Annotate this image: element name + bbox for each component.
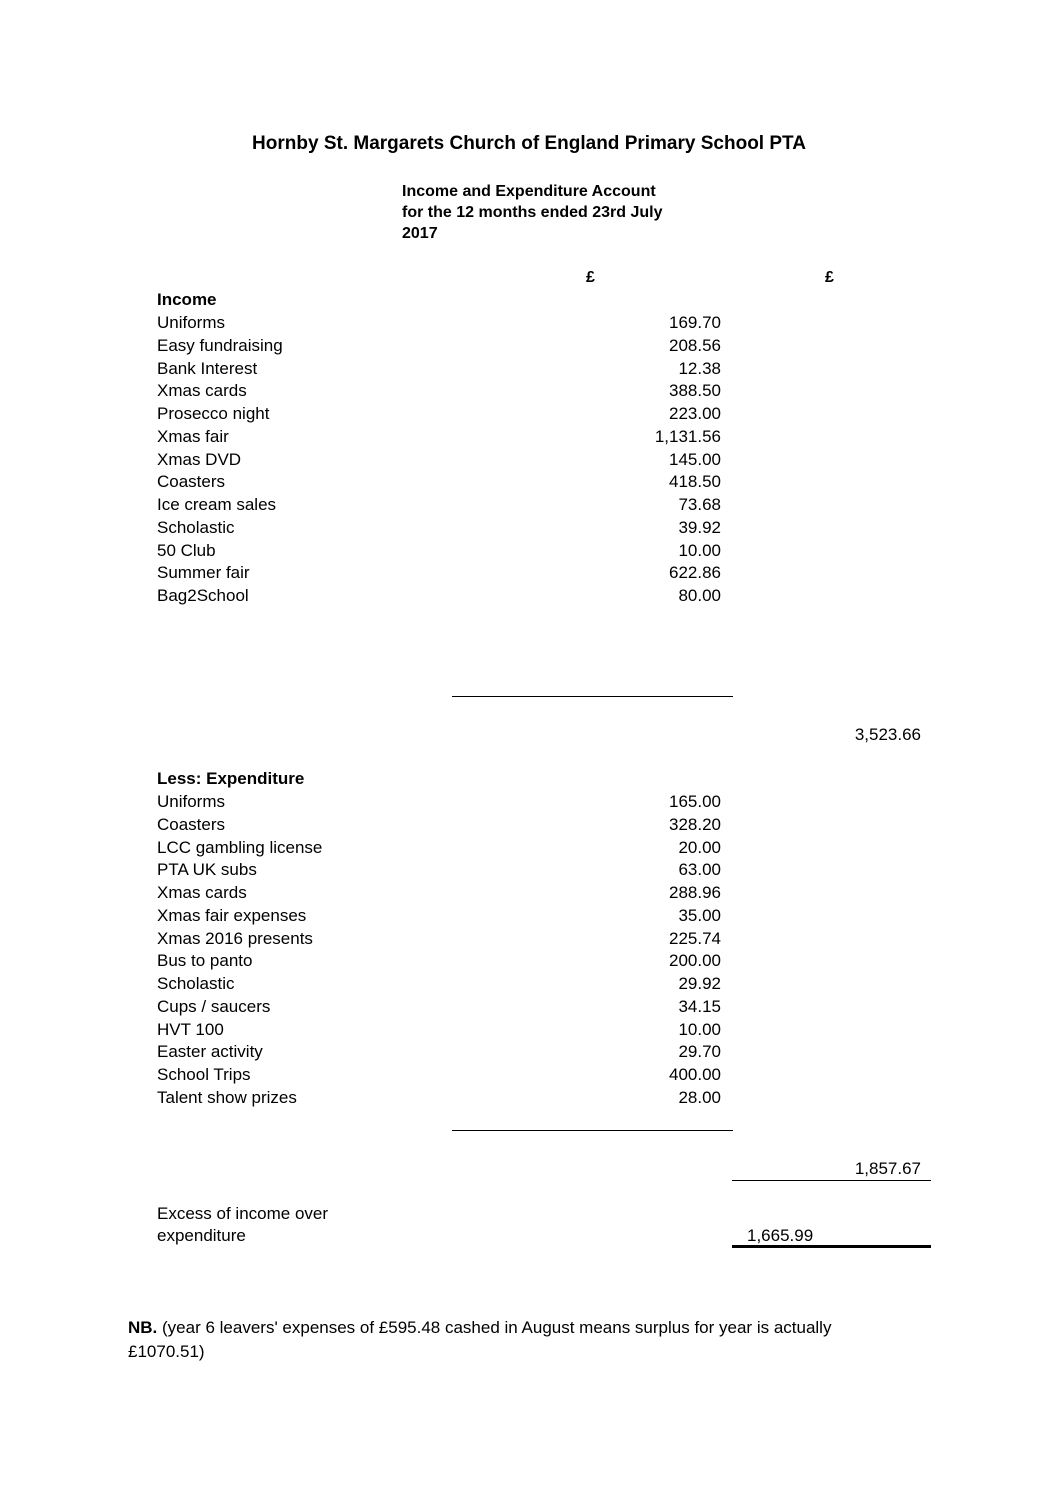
expense-item-label: Easter activity [157, 1042, 263, 1062]
expense-item-value: 29.92 [678, 974, 721, 993]
expense-item-label: Scholastic [157, 974, 235, 993]
income-item-value: 208.56 [669, 335, 721, 355]
expense-item-label: Uniforms [157, 792, 226, 811]
income-item-label: Summer fair [157, 563, 250, 583]
income-item-value: 10.00 [678, 540, 721, 560]
income-item-label: Scholastic [157, 517, 235, 537]
currency-header-col1: £ [586, 269, 595, 286]
expense-item-value: 35.00 [678, 905, 721, 925]
income-item-value: 388.50 [669, 381, 721, 401]
account-subtitle [402, 181, 702, 244]
income-item-value: 622.86 [669, 563, 721, 583]
expenditure-total-rule [732, 1180, 931, 1181]
expense-item-label: School Trips [157, 1065, 251, 1084]
income-total: 3,523.66 [854, 725, 921, 744]
income-item-value: 169.70 [669, 313, 721, 332]
income-item-value: 80.00 [678, 586, 721, 605]
income-item-value: 1,131.56 [654, 426, 721, 446]
income-item-label: Xmas DVD [157, 449, 242, 469]
expense-item-label: Xmas 2016 presents [157, 928, 313, 948]
expense-item-value: 63.00 [678, 860, 721, 880]
expense-item-value: 29.70 [678, 1042, 721, 1062]
income-item-label: Bank Interest [157, 358, 258, 378]
footnote [128, 1316, 888, 1364]
expense-item-label: HVT 100 [157, 1019, 224, 1039]
income-item-value: 39.92 [678, 517, 721, 537]
income-item-value: 145.00 [669, 449, 721, 469]
income-subtotal-rule [452, 696, 733, 697]
expense-item-value: 288.96 [669, 883, 721, 902]
subtitle-line-3: 2017 [402, 225, 438, 242]
income-item-value: 223.00 [669, 404, 721, 423]
expense-item-value: 165.00 [669, 792, 721, 811]
expense-item-label: Cups / saucers [157, 996, 271, 1016]
excess-value: 1,665.99 [747, 1226, 814, 1245]
income-item-label: Xmas fair [157, 426, 229, 446]
currency-header-col2: £ [825, 269, 834, 286]
income-heading: Income [157, 290, 217, 309]
income-item-label: Prosecco night [157, 404, 270, 423]
expense-item-label: Xmas fair expenses [157, 905, 307, 925]
income-item-label: Coasters [157, 472, 226, 492]
expense-item-value: 28.00 [678, 1087, 721, 1107]
expense-item-value: 225.74 [669, 928, 721, 948]
income-item-label: Bag2School [157, 586, 249, 605]
income-item-value: 418.50 [669, 472, 721, 492]
income-item-label: Easy fundraising [157, 335, 283, 355]
expense-item-label: LCC gambling license [157, 837, 323, 857]
expense-item-label: Bus to panto [157, 951, 253, 971]
expense-item-value: 200.00 [669, 951, 721, 971]
income-item-value: 73.68 [678, 495, 721, 514]
expense-item-value: 328.20 [669, 814, 721, 834]
excess-label-line-2: expenditure [157, 1226, 246, 1245]
excess-double-rule [732, 1245, 931, 1248]
expense-item-label: Coasters [157, 814, 226, 834]
expense-item-label: Talent show prizes [157, 1087, 297, 1107]
page-title: Hornby St. Margarets Church of England Primary School PTA [252, 133, 806, 154]
income-item-label: Ice cream sales [157, 495, 277, 514]
expenditure-total: 1,857.67 [854, 1159, 921, 1178]
expenditure-heading: Less: Expenditure [157, 769, 305, 788]
expense-item-label: Xmas cards [157, 883, 247, 902]
income-item-label: Xmas cards [157, 381, 247, 401]
expense-item-value: 400.00 [669, 1065, 721, 1084]
footnote-text: (year 6 leavers' expenses of £595.48 cashed in August means surplus for year is actually £1070.51) [128, 1318, 832, 1361]
excess-label-line-1: Excess of income over [157, 1204, 329, 1223]
income-item-value: 12.38 [678, 358, 721, 378]
subtitle-line-2: for the 12 months ended 23rd July [402, 204, 663, 221]
subtitle-line-1: Income and Expenditure Account [402, 183, 656, 200]
expense-item-value: 20.00 [678, 837, 721, 857]
income-item-label: 50 Club [157, 540, 216, 560]
expense-item-value: 34.15 [678, 996, 721, 1016]
expense-item-value: 10.00 [678, 1019, 721, 1039]
footnote-prefix: NB. [128, 1318, 158, 1337]
income-item-label: Uniforms [157, 313, 226, 332]
expense-item-label: PTA UK subs [157, 860, 257, 880]
expenditure-subtotal-rule [452, 1130, 733, 1131]
